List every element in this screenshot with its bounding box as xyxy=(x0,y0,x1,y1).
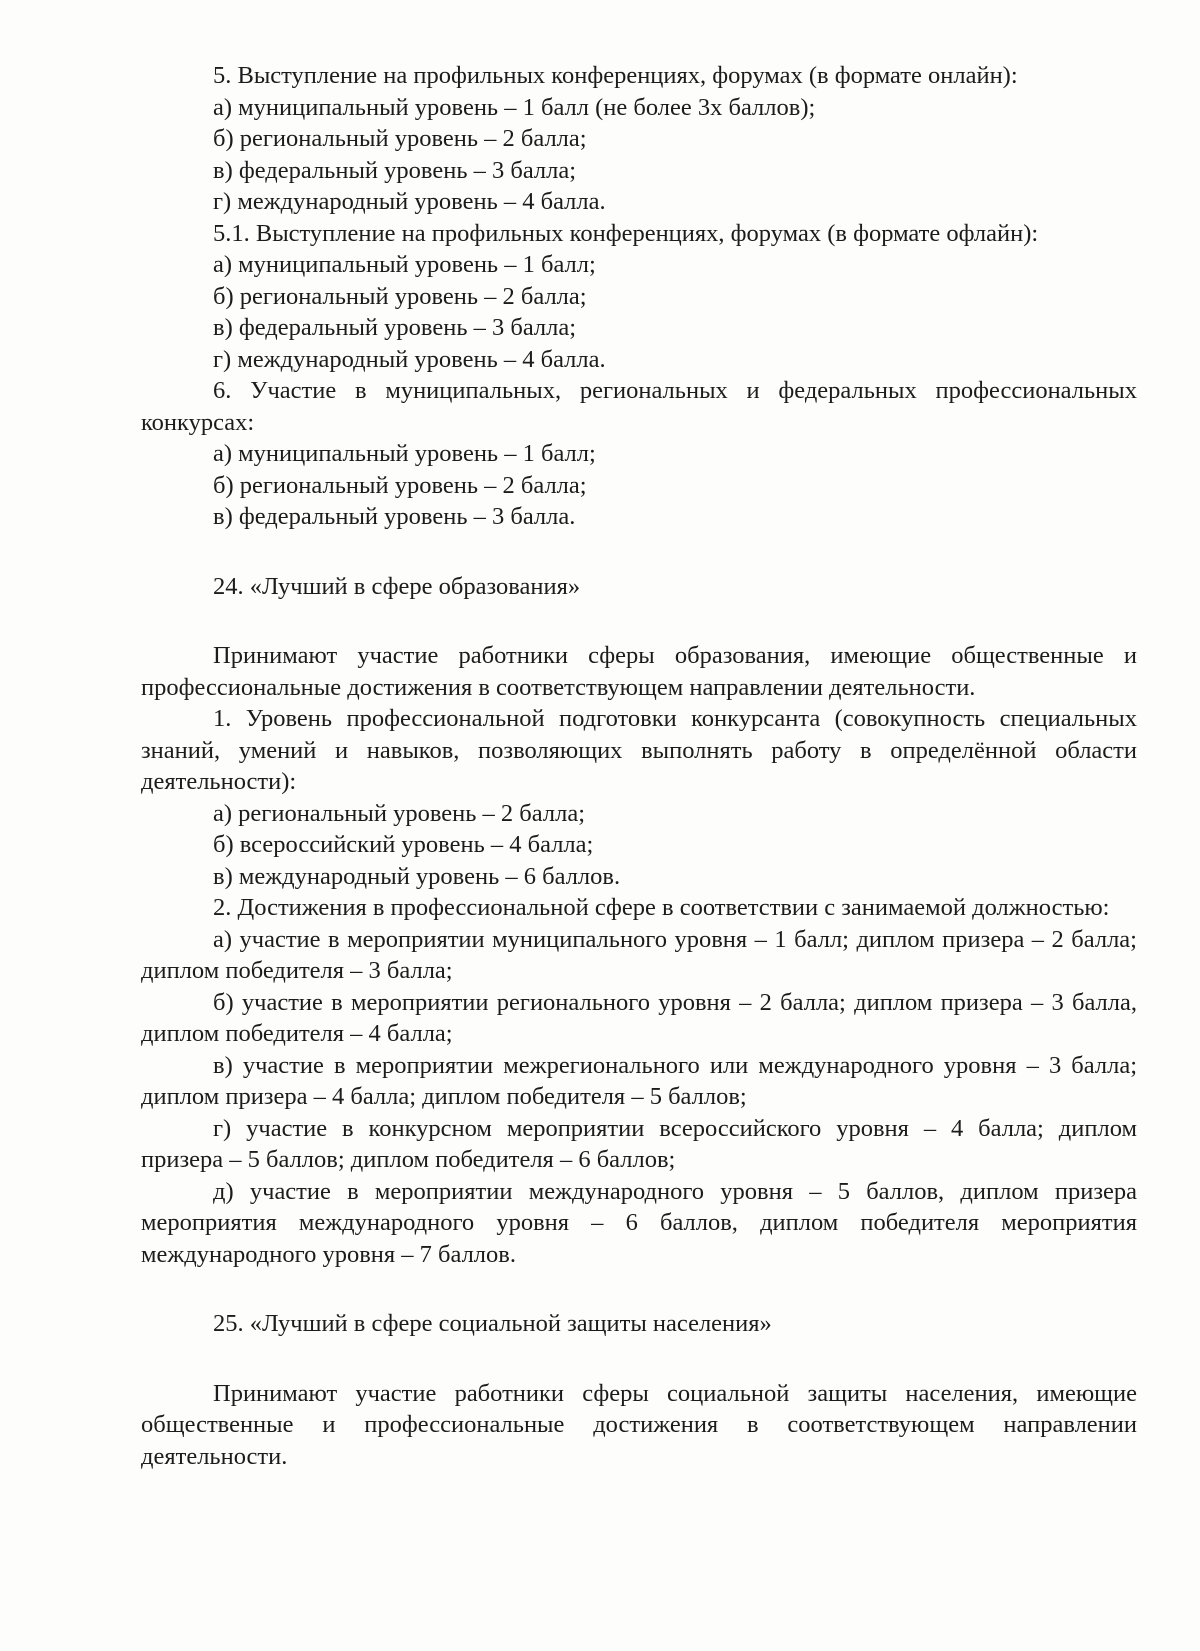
spacer xyxy=(141,1270,1137,1308)
spacer xyxy=(141,602,1137,640)
nomination-24-description: Принимают участие работники сферы образования, имеющие общественные и профессиональные достижения в соответствующем направлении деятельности. xyxy=(141,642,1137,701)
nomination-24-point-1-intro: 1. Уровень профессиональной подготовки конкурсанта (совокупность специальных знаний, умений и навыков, позволяющих выполнять работу в определённой области деятельности): xyxy=(141,705,1137,795)
section-6-intro: 6. Участие в муниципальных, региональных и федеральных профессиональных конкурсах: xyxy=(141,377,1137,436)
nomination-25-description: Принимают участие работники сферы социальной защиты населения, имеющие общественные и профессиональные достижения в соответствующем направлении деятельности. xyxy=(141,1379,1137,1470)
nomination-24-point-2-item-c: в) участие в мероприятии межрегионального или международного уровня – 3 балла; диплом призера – 4 балла; диплом победителя – 5 баллов; xyxy=(141,1051,1137,1110)
nomination-24-point-2-item-e: д) участие в мероприятии международного уровня – 5 баллов, диплом призера мероприятия международного уровня – 6 баллов, диплом победителя мероприятия международного уровня – 7 баллов. xyxy=(141,1177,1137,1268)
section-6-item-c: в) федеральный уровень – 3 балла. xyxy=(213,503,576,530)
section-5-item-a: а) муниципальный уровень – 1 балл (не более 3х баллов); xyxy=(213,93,816,121)
section-5-1-item-b: б) региональный уровень – 2 балла; xyxy=(213,282,587,310)
spacer xyxy=(141,1340,1137,1378)
nomination-24-point-1-item-c: в) международный уровень – 6 баллов. xyxy=(213,862,621,890)
section-6-item-a: а) муниципальный уровень – 1 балл; xyxy=(213,440,596,467)
nomination-24-point-1-item-a: а) региональный уровень – 2 балла; xyxy=(213,799,585,827)
section-5-1-intro: 5.1. Выступление на профильных конференциях, форумах (в формате офлайн): xyxy=(213,219,1039,247)
section-5-item-c: в) федеральный уровень – 3 балла; xyxy=(213,156,577,184)
nomination-24-point-2-item-b: б) участие в мероприятии регионального уровня – 2 балла; диплом призера – 3 балла, диплом победителя – 4 балла; xyxy=(141,988,1137,1047)
section-5-1-item-d: г) международный уровень – 4 балла. xyxy=(213,345,606,373)
section-6-item-b: б) региональный уровень – 2 балла; xyxy=(213,471,587,499)
nomination-24-point-2-item-a: а) участие в мероприятии муниципального уровня – 1 балл; диплом призера – 2 балла; диплом победителя – 3 балла; xyxy=(141,925,1137,984)
nomination-24-point-2-intro: 2. Достижения в профессиональной сфере в соответствии с занимаемой должностью: xyxy=(213,894,1110,921)
section-5-1-item-c: в) федеральный уровень – 3 балла; xyxy=(213,314,577,341)
document-body xyxy=(141,60,1137,1472)
section-5-1-item-a: а) муниципальный уровень – 1 балл; xyxy=(213,251,596,278)
nomination-25-title: 25. «Лучший в сфере социальной защиты населения» xyxy=(213,1310,772,1337)
section-5-intro: 5. Выступление на профильных конференциях, форумах (в формате онлайн): xyxy=(213,62,1018,89)
nomination-24-title: 24. «Лучший в сфере образования» xyxy=(213,572,581,600)
nomination-24-point-1-item-b: б) всероссийский уровень – 4 балла; xyxy=(213,831,594,858)
section-5-item-d: г) международный уровень – 4 балла. xyxy=(213,188,606,215)
nomination-24-point-2-item-d: г) участие в конкурсном мероприятии всероссийского уровня – 4 балла; диплом призера – 5 баллов; диплом победителя – 6 баллов; xyxy=(141,1114,1137,1173)
spacer xyxy=(141,533,1137,571)
section-5-item-b: б) региональный уровень – 2 балла; xyxy=(213,125,587,152)
